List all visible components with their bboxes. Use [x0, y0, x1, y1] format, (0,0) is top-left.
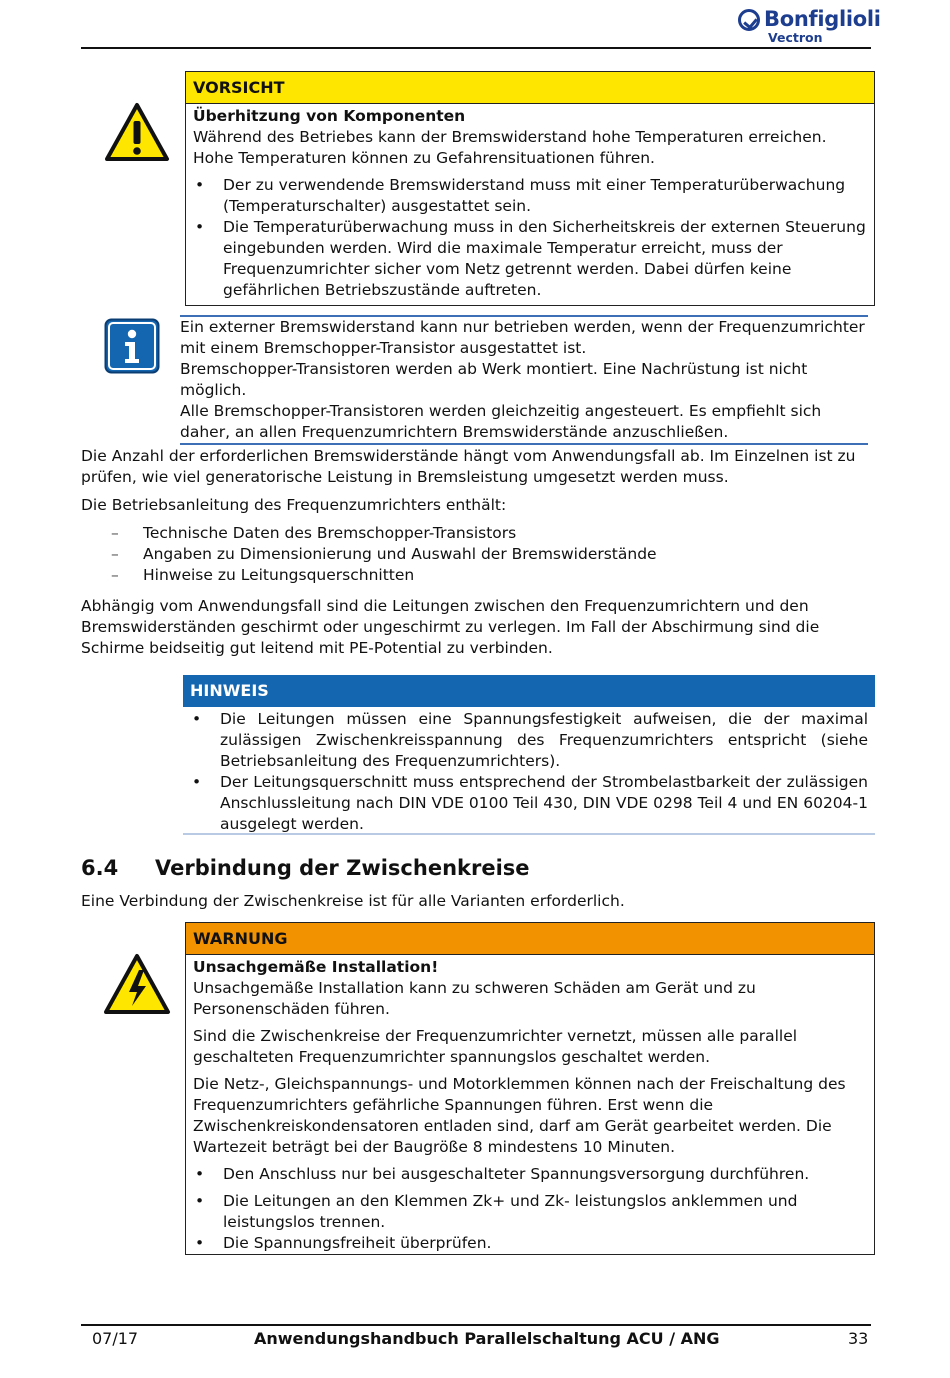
info-content — [180, 317, 868, 443]
high-voltage-icon — [103, 953, 171, 1015]
caution-content — [186, 104, 874, 305]
logo-mark-icon — [738, 9, 760, 31]
body-paragraph: Die Anzahl der erforderlichen Bremswiderstände hängt vom Anwendungsfall ab. Im Einzelnen ist zu prüfen, wie viel generatorische Leistung in Bremsleistung umgesetzt werden muss. — [81, 447, 856, 486]
warning-label: WARNUNG — [186, 923, 874, 955]
footer-rule — [81, 1324, 871, 1326]
info-bottom-rule — [180, 443, 868, 445]
hint-box — [183, 675, 875, 835]
info-line: Ein externer Bremswiderstand kann nur betrieben werden, wenn der Frequenzumrichter mit einem Bremschopper-Transistor ausgestattet ist. — [180, 318, 865, 357]
caution-label: VORSICHT — [186, 72, 874, 104]
warning-box — [185, 922, 875, 1255]
info-icon — [104, 318, 160, 374]
info-line: Bremschopper-Transistoren werden ab Werk montiert. Eine Nachrüstung ist nicht möglich. — [180, 360, 808, 399]
section-intro: Eine Verbindung der Zwischenkreise ist für alle Varianten erforderlich. — [81, 892, 625, 910]
brand-name: Bonfiglioli — [764, 7, 881, 31]
dash-list-item: – Hinweise zu Leitungsquerschnitten — [81, 565, 871, 586]
hint-list — [190, 709, 868, 835]
dash-list-item: – Technische Daten des Bremschopper-Transistors — [81, 523, 871, 544]
warning-paragraph: Sind die Zwischenkreise der Frequenzumrichter vernetzt, müssen alle parallel geschalteten Frequenzumrichter spannungslos geschaltet werden. — [193, 1027, 798, 1066]
warning-bullet: • Die Spannungsfreiheit überprüfen. — [193, 1233, 867, 1254]
hint-label: HINWEIS — [183, 675, 875, 707]
warning-bullet: • Die Leitungen an den Klemmen Zk+ und Zk- leistungslos anklemmen und leistungslos trennen. — [193, 1191, 867, 1233]
section-title: Verbindung der Zwischenkreise — [155, 856, 530, 880]
warning-paragraph: Die Netz-, Gleichspannungs- und Motorklemmen können nach der Freischaltung des Frequenzumrichters gefährliche Spannungen führen. Erst wenn die Zwischenkreiskondensatoren entladen sind, darf am Gerät gearbeitet werden. Die Wartezeit beträgt bei der Baugröße 8 mindestens 10 Minuten. — [193, 1075, 846, 1156]
dash-list — [81, 523, 871, 586]
caution-bullet: • Der zu verwendende Bremswiderstand muss mit einer Temperaturüberwachung (Temperaturschalter) ausgestattet sein. — [193, 175, 867, 217]
hint-bullet: • Der Leitungsquerschnitt muss entsprechend der Strombelastbarkeit der zulässigen Anschlussleitung nach DIN VDE 0100 Teil 430, DIN VDE 0298 Teil 4 und EN 60204-1 ausgelegt werden. — [190, 772, 868, 835]
caution-subtitle: Überhitzung von Komponenten — [193, 107, 466, 125]
warning-list — [193, 1164, 867, 1254]
info-line: Alle Bremschopper-Transistoren werden gleichzeitig angesteuert. Es empfiehlt sich daher, an allen Frequenzumrichtern Bremswiderstände anzuschließen. — [180, 402, 822, 441]
dash-list-item: – Angaben zu Dimensionierung und Auswahl der Bremswiderstände — [81, 544, 871, 565]
warning-triangle-icon — [104, 102, 170, 162]
caution-box — [185, 71, 875, 306]
body-paragraph: Abhängig vom Anwendungsfall sind die Leitungen zwischen den Frequenzumrichtern und den Bremswiderständen geschirmt oder ungeschirmt zu verlegen. Im Fall der Abschirmung sind die Schirme beidseitig gut leitend mit PE-Potential zu verbinden. — [81, 597, 820, 657]
caution-text: Während des Betriebes kann der Bremswiderstand hohe Temperaturen erreichen. Hohe Temperaturen können zu Gefahrensituationen führen. — [193, 128, 827, 167]
body-paragraph: Die Betriebsanleitung des Frequenzumrichters enthält: — [81, 496, 507, 514]
brand-subname: Vectron — [768, 30, 823, 45]
footer-title: Anwendungshandbuch Parallelschaltung ACU / ANG — [254, 1329, 720, 1348]
hint-content — [183, 707, 875, 839]
footer-date: 07/17 — [92, 1329, 139, 1348]
caution-list — [193, 175, 867, 301]
header-rule — [81, 47, 871, 49]
warning-bullet: • Den Anschluss nur bei ausgeschalteter Spannungsversorgung durchführen. — [193, 1164, 867, 1185]
footer-page-number: 33 — [848, 1329, 869, 1348]
hint-bullet: • Die Leitungen müssen eine Spannungsfestigkeit aufweisen, die der maximal zulässigen Zwischenkreisspannung des Frequenzumrichters entspricht (siehe Betriebsanleitung des Frequenzumrichters). — [190, 709, 868, 772]
section-number: 6.4 — [81, 856, 119, 880]
caution-bullet: • Die Temperaturüberwachung muss in den Sicherheitskreis der externen Steuerung eingebunden werden. Wird die maximale Temperatur erreicht, muss der Frequenzumrichter sicher vom Netz getrennt werden. Dabei dürfen keine gefährlichen Betriebszustände auftreten. — [193, 217, 867, 301]
brand-logo — [738, 7, 881, 48]
warning-subtitle: Unsachgemäße Installation! — [193, 958, 439, 976]
warning-content — [186, 955, 874, 1258]
warning-paragraph: Unsachgemäße Installation kann zu schweren Schäden am Gerät und zu Personenschäden führen. — [193, 979, 756, 1018]
